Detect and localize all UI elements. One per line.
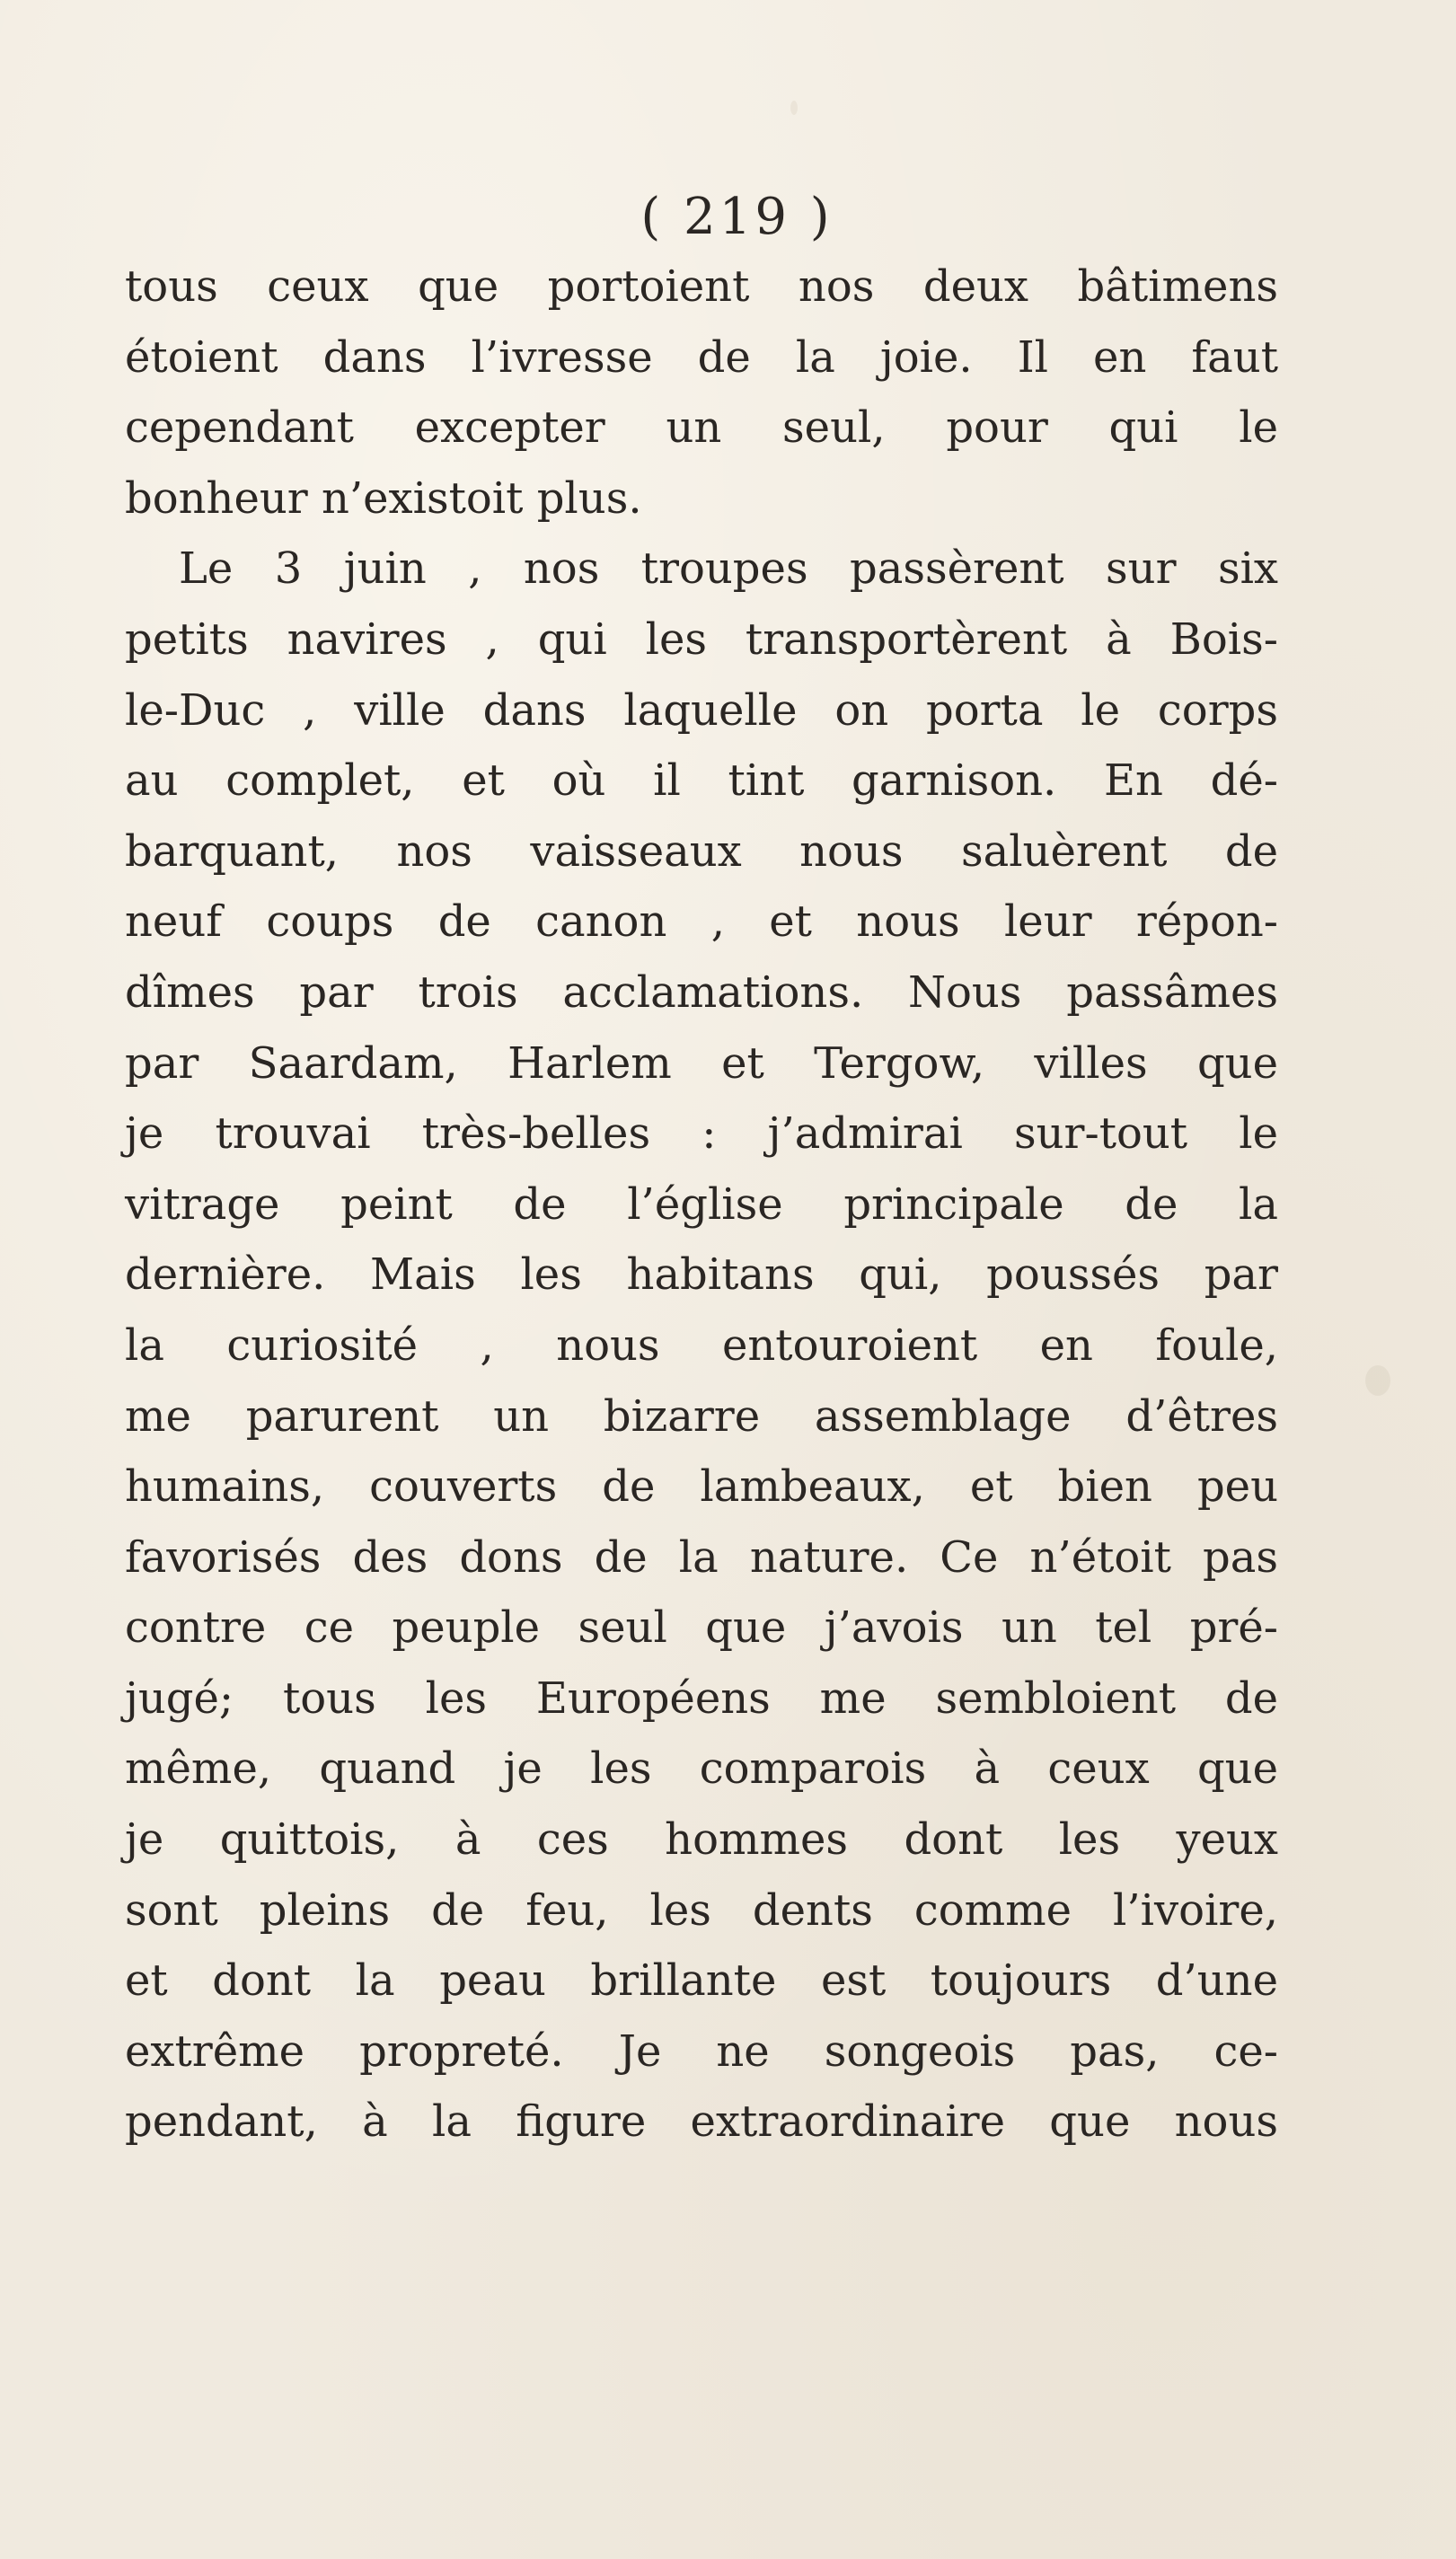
text-line: neuf coups de canon , et nous leur répon- — [125, 896, 1278, 948]
text-line: même, quand je les comparois à ceux que — [125, 1743, 1278, 1795]
text-line: Le 3 juin , nos troupes passèrent sur six — [179, 543, 1278, 595]
text-line: favorisés des dons de la nature. Ce n’étoit pas — [125, 1531, 1278, 1583]
page-number: ( 219 ) — [640, 188, 834, 246]
text-line: contre ce peuple seul que j’avois un tel pré- — [125, 1602, 1278, 1654]
text-line: tous ceux que portoient nos deux bâtimens — [125, 261, 1278, 312]
text-line: vitrage peint de l’église principale de la — [125, 1178, 1278, 1230]
text-line: me parurent un bizarre assemblage d’êtres — [125, 1390, 1278, 1442]
text-line: dîmes par trois acclamations. Nous passâmes — [125, 966, 1278, 1018]
text-line: cependant excepter un seul, pour qui le — [125, 402, 1278, 454]
text-line: extrême propreté. Je ne songeois pas, ce- — [125, 2025, 1278, 2077]
text-line: étoient dans l’ivresse de la joie. Il en faut — [125, 331, 1278, 383]
text-line: bonheur n’existoit plus. — [125, 472, 642, 524]
text-line: par Saardam, Harlem et Tergow, villes que — [125, 1037, 1278, 1089]
text-line: le-Duc , ville dans laquelle on porta le corps — [125, 684, 1278, 736]
text-line: barquant, nos vaisseaux nous saluèrent de — [125, 825, 1278, 877]
text-line: sont pleins de feu, les dents comme l’ivoire, — [125, 1884, 1278, 1936]
text-line: pendant, à la figure extraordinaire que nous — [125, 2096, 1278, 2148]
text-line: dernière. Mais les habitans qui, poussés par — [125, 1249, 1278, 1301]
body-text — [125, 251, 1278, 2158]
text-line: et dont la peau brillante est toujours d’une — [125, 1955, 1278, 2007]
paper-stain — [790, 101, 798, 115]
paper-stain — [1365, 1365, 1390, 1396]
text-line: au complet, et où il tint garnison. En dé- — [125, 755, 1278, 807]
text-line: la curiosité , nous entouroient en foule, — [125, 1319, 1278, 1371]
text-line: petits navires , qui les transportèrent à Bois- — [125, 613, 1278, 665]
text-line: humains, couverts de lambeaux, et bien peu — [125, 1461, 1278, 1513]
text-line: je trouvai très-belles : j’admirai sur-tout le — [125, 1108, 1278, 1160]
text-line: jugé; tous les Européens me sembloient de — [125, 1672, 1278, 1724]
text-line: je quittois, à ces hommes dont les yeux — [125, 1814, 1278, 1866]
